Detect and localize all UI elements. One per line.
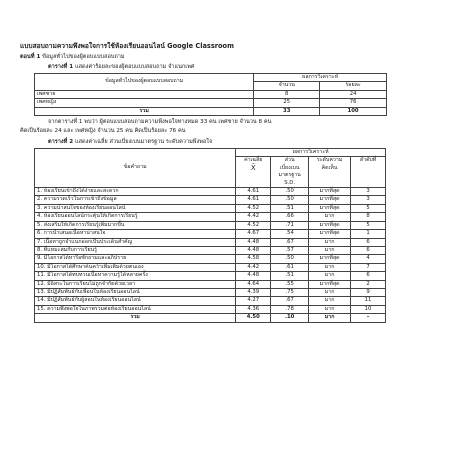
table-row (35, 204, 386, 212)
t2-cell-level: มาก (309, 297, 351, 305)
t2-cell-item: 2. ความรวดเร็วในการเข้าถึงข้อมูล (35, 196, 236, 204)
t2-cell-mean: 4.48 (236, 272, 271, 280)
t2-header-mean (236, 157, 271, 188)
t2-header-level-line: ระดับความ (316, 157, 343, 164)
t2-cell-level: มากที่สุด (309, 204, 351, 212)
t1-total-percent: 100 (320, 107, 387, 115)
table-row (35, 90, 387, 98)
t2-cell-level: มากที่สุด (309, 255, 351, 263)
t1-header-count: จำนวน (254, 82, 320, 90)
t2-cell-mean: 4.52 (236, 204, 271, 212)
t2-cell-mean: 4.52 (236, 221, 271, 229)
t2-header-item: ข้อคำถาม (35, 149, 236, 188)
t2-cell-rank: 4 (351, 255, 386, 263)
t2-cell-rank: 2 (351, 280, 386, 288)
t2-cell-sd: .78 (271, 305, 309, 313)
table-row (35, 99, 387, 107)
t2-cell-item: 14. มีปฏิสัมพันธ์กับผู้สอนในห้องเรียนออนไลน์ (35, 297, 236, 305)
part-heading (20, 53, 430, 61)
t2-cell-mean: 4.36 (236, 305, 271, 313)
t2-total-label: รวม (35, 314, 236, 322)
t2-cell-rank: 9 (351, 288, 386, 296)
t2-header-rank: ลำดับที่ (351, 157, 386, 188)
t2-cell-sd: .71 (271, 221, 309, 229)
table2-caption (20, 138, 430, 146)
table-row (35, 246, 386, 254)
t2-cell-item: 11. มีโอกาสได้ทบทวนเนื้อหาความรู้ได้หลายครั้ง (35, 272, 236, 280)
t2-body (35, 188, 386, 314)
t2-cell-level: มากที่สุด (309, 280, 351, 288)
t2-cell-sd: .50 (271, 196, 309, 204)
t2-cell-rank: 10 (351, 305, 386, 313)
t2-cell-rank: 3 (351, 196, 386, 204)
t2-cell-mean: 4.42 (236, 263, 271, 271)
t2-cell-sd: .55 (271, 280, 309, 288)
table1-caption-label: ตารางที่ 1 (48, 64, 74, 70)
t2-cell-item: 8. ที่แหมะสมกับการเรียนรู้ (35, 246, 236, 254)
t2-total-rank: – (351, 314, 386, 322)
t2-cell-sd: .50 (271, 188, 309, 196)
summary-line-1: จากตารางที่ 1 พบว่า ผู้ตอบแบบสอบถามความพึงพอใจทางหมด 33 คน เพศชาย จำนวน 8 คน (48, 119, 272, 126)
t2-cell-level: มากที่สุด (309, 188, 351, 196)
table-row (35, 221, 386, 229)
t2-cell-sd: .57 (271, 246, 309, 254)
t2-cell-mean: 4.48 (236, 238, 271, 246)
t2-cell-item: 10. มีโอกาสได้ศึกษาค้นคว้าเพิ่มเติมด้วยตนเอง (35, 263, 236, 271)
t1-total-label: รวม (35, 107, 254, 115)
t2-cell-item: 1. ห้องเรียนเข้าถึงได้ง่ายและสะดวก (35, 188, 236, 196)
t2-cell-sd: .54 (271, 230, 309, 238)
t2-cell-level: มากที่สุด (309, 221, 351, 229)
t2-cell-level: มาก (309, 272, 351, 280)
t2-cell-sd: .66 (271, 213, 309, 221)
t2-cell-mean: 4.58 (236, 255, 271, 263)
t2-cell-sd: .50 (271, 255, 309, 263)
t2-cell-mean: 4.64 (236, 280, 271, 288)
table-row (35, 280, 386, 288)
t2-cell-item: 6. การนำเสนอเนื้อหาน่าสนใจ (35, 230, 236, 238)
t2-cell-level: มากที่สุด (309, 196, 351, 204)
document-page (20, 40, 430, 323)
table-row (35, 305, 386, 313)
table-row (35, 230, 386, 238)
t2-cell-rank: 8 (351, 213, 386, 221)
t1-total-count: 33 (254, 107, 320, 115)
document-title: แบบสอบถามความพึงพอใจการใช้ห้องเรียนออนไลน์ Google Classroom (20, 42, 234, 50)
t2-cell-mean: 4.27 (236, 297, 271, 305)
t2-cell-item: 7. เนื้อหาถูกจำแนกออกเป็นประเด็นสำคัญ (35, 238, 236, 246)
t2-header-sd-line: S.D. (284, 179, 296, 186)
table-row (35, 213, 386, 221)
t2-cell-rank: 5 (351, 204, 386, 212)
satisfaction-table (34, 148, 386, 323)
part-text: ข้อมูลทั่วไปของผู้ตอบแบบสอบถาม (42, 54, 125, 60)
t2-cell-item: 9. มีโอกาสได้หารือซักถามและอภิปราย (35, 255, 236, 263)
t2-cell-rank: 1 (351, 230, 386, 238)
table2-caption-text: แสดงค่าเฉลี่ย ส่วนเบี่ยงเบนมาตรฐาน ระดับความพึงพอใจ (74, 139, 213, 146)
t2-cell-item: 3. ความน่าสนใจของห้องเรียนออนไลน์ (35, 204, 236, 212)
t1-row-count: 25 (254, 99, 320, 107)
t2-cell-item: 12. มีอิสระในการเรียนไม่ถูกจำกัดด้วยเวลา (35, 280, 236, 288)
t2-cell-mean: 4.39 (236, 288, 271, 296)
t2-header-level (309, 157, 351, 188)
t1-row-label: เพศหญิง (35, 99, 254, 107)
t1-row-percent: 24 (320, 90, 387, 98)
t2-cell-rank: 3 (351, 188, 386, 196)
table-row (35, 263, 386, 271)
t1-row-label: เพศชาย (35, 90, 254, 98)
mean-symbol: X̄ (250, 163, 256, 172)
table1-caption-text: แสดงค่าร้อยละของผู้ตอบแบบสอบถาม จำแนกเพศ (74, 64, 195, 70)
t2-total-row (35, 314, 386, 322)
t2-cell-mean: 4.61 (236, 196, 271, 204)
t2-cell-rank: 6 (351, 272, 386, 280)
t2-cell-sd: .51 (271, 204, 309, 212)
table-row (35, 272, 386, 280)
t2-cell-rank: 7 (351, 263, 386, 271)
t2-cell-sd: .51 (271, 272, 309, 280)
table-row (35, 255, 386, 263)
table-row (35, 297, 386, 305)
t1-total-row (35, 107, 387, 115)
t2-cell-level: มาก (309, 288, 351, 296)
t1-header-info: ข้อมูลทั่วไปของผู้ตอบแบบสอบถาม (35, 74, 254, 91)
t2-cell-sd: .61 (271, 263, 309, 271)
summary-paragraph (20, 118, 430, 136)
t2-cell-mean: 4.48 (236, 246, 271, 254)
t1-header-analysis: ผลการวิเคราะห์ (254, 74, 387, 82)
t2-header-sd-line: ส่วน (284, 157, 295, 164)
summary-line-2: คิดเป็นร้อยละ 24 และ เพศหญิง จำนวน 25 คน คิดเป็นร้อยละ 76 คน (20, 128, 186, 135)
gender-table (34, 73, 387, 116)
t2-cell-level: มาก (309, 263, 351, 271)
t2-cell-level: มาก (309, 213, 351, 221)
t2-header-sd-line: เบี่ยงเบน (279, 164, 300, 171)
t2-cell-rank: 5 (351, 221, 386, 229)
t2-header-mean-label: ค่าเฉลี่ย (244, 157, 263, 164)
t2-header-sd (271, 157, 309, 188)
table1-caption (20, 63, 430, 71)
t2-cell-rank: 6 (351, 238, 386, 246)
table-row (35, 238, 386, 246)
t2-total-mean: 4.50 (236, 314, 271, 322)
t2-cell-mean: 4.42 (236, 213, 271, 221)
t2-cell-sd: .67 (271, 238, 309, 246)
t2-cell-level: มาก (309, 246, 351, 254)
t2-cell-level: มาก (309, 305, 351, 313)
t2-cell-rank: 6 (351, 246, 386, 254)
table-row (35, 188, 386, 196)
t1-row-percent: 76 (320, 99, 387, 107)
t2-cell-sd: .75 (271, 288, 309, 296)
t2-cell-item: 4. ห้องเรียนออนไลน์กระตุ้นให้เกิดการเรียนรู้ (35, 213, 236, 221)
t2-cell-mean: 4.61 (236, 188, 271, 196)
table-row (35, 288, 386, 296)
part-label: ตอนที่ 1 (20, 54, 41, 60)
t1-row-count: 8 (254, 90, 320, 98)
t2-cell-level: มาก (309, 238, 351, 246)
t2-cell-rank: 11 (351, 297, 386, 305)
t2-header-analysis: ผลการวิเคราะห์ (236, 149, 386, 157)
t2-total-sd: .10 (271, 314, 309, 322)
t2-header-level-line: คิดเห็น (321, 164, 338, 171)
t2-cell-level: มากที่สุด (309, 230, 351, 238)
table2-caption-label: ตารางที่ 2 (48, 139, 74, 146)
t2-header-sd-line: มาตรฐาน (278, 172, 301, 179)
t2-cell-sd: .67 (271, 297, 309, 305)
t2-cell-mean: 4.67 (236, 230, 271, 238)
t2-cell-item: 5. ส่งเสริมให้เกิดการเรียนรู้เพิ่มมากขึ้น (35, 221, 236, 229)
t1-header-percent: ร้อยละ (320, 82, 387, 90)
t2-total-level: มาก (309, 314, 351, 322)
t2-cell-item: 13. มีปฏิสัมพันธ์กับเพื่อนในห้องเรียนออนไลน์ (35, 288, 236, 296)
table-row (35, 196, 386, 204)
t2-cell-item: 15. ความพึงพอใจในภาพรวมต่อห้องเรียนออนไลน์ (35, 305, 236, 313)
